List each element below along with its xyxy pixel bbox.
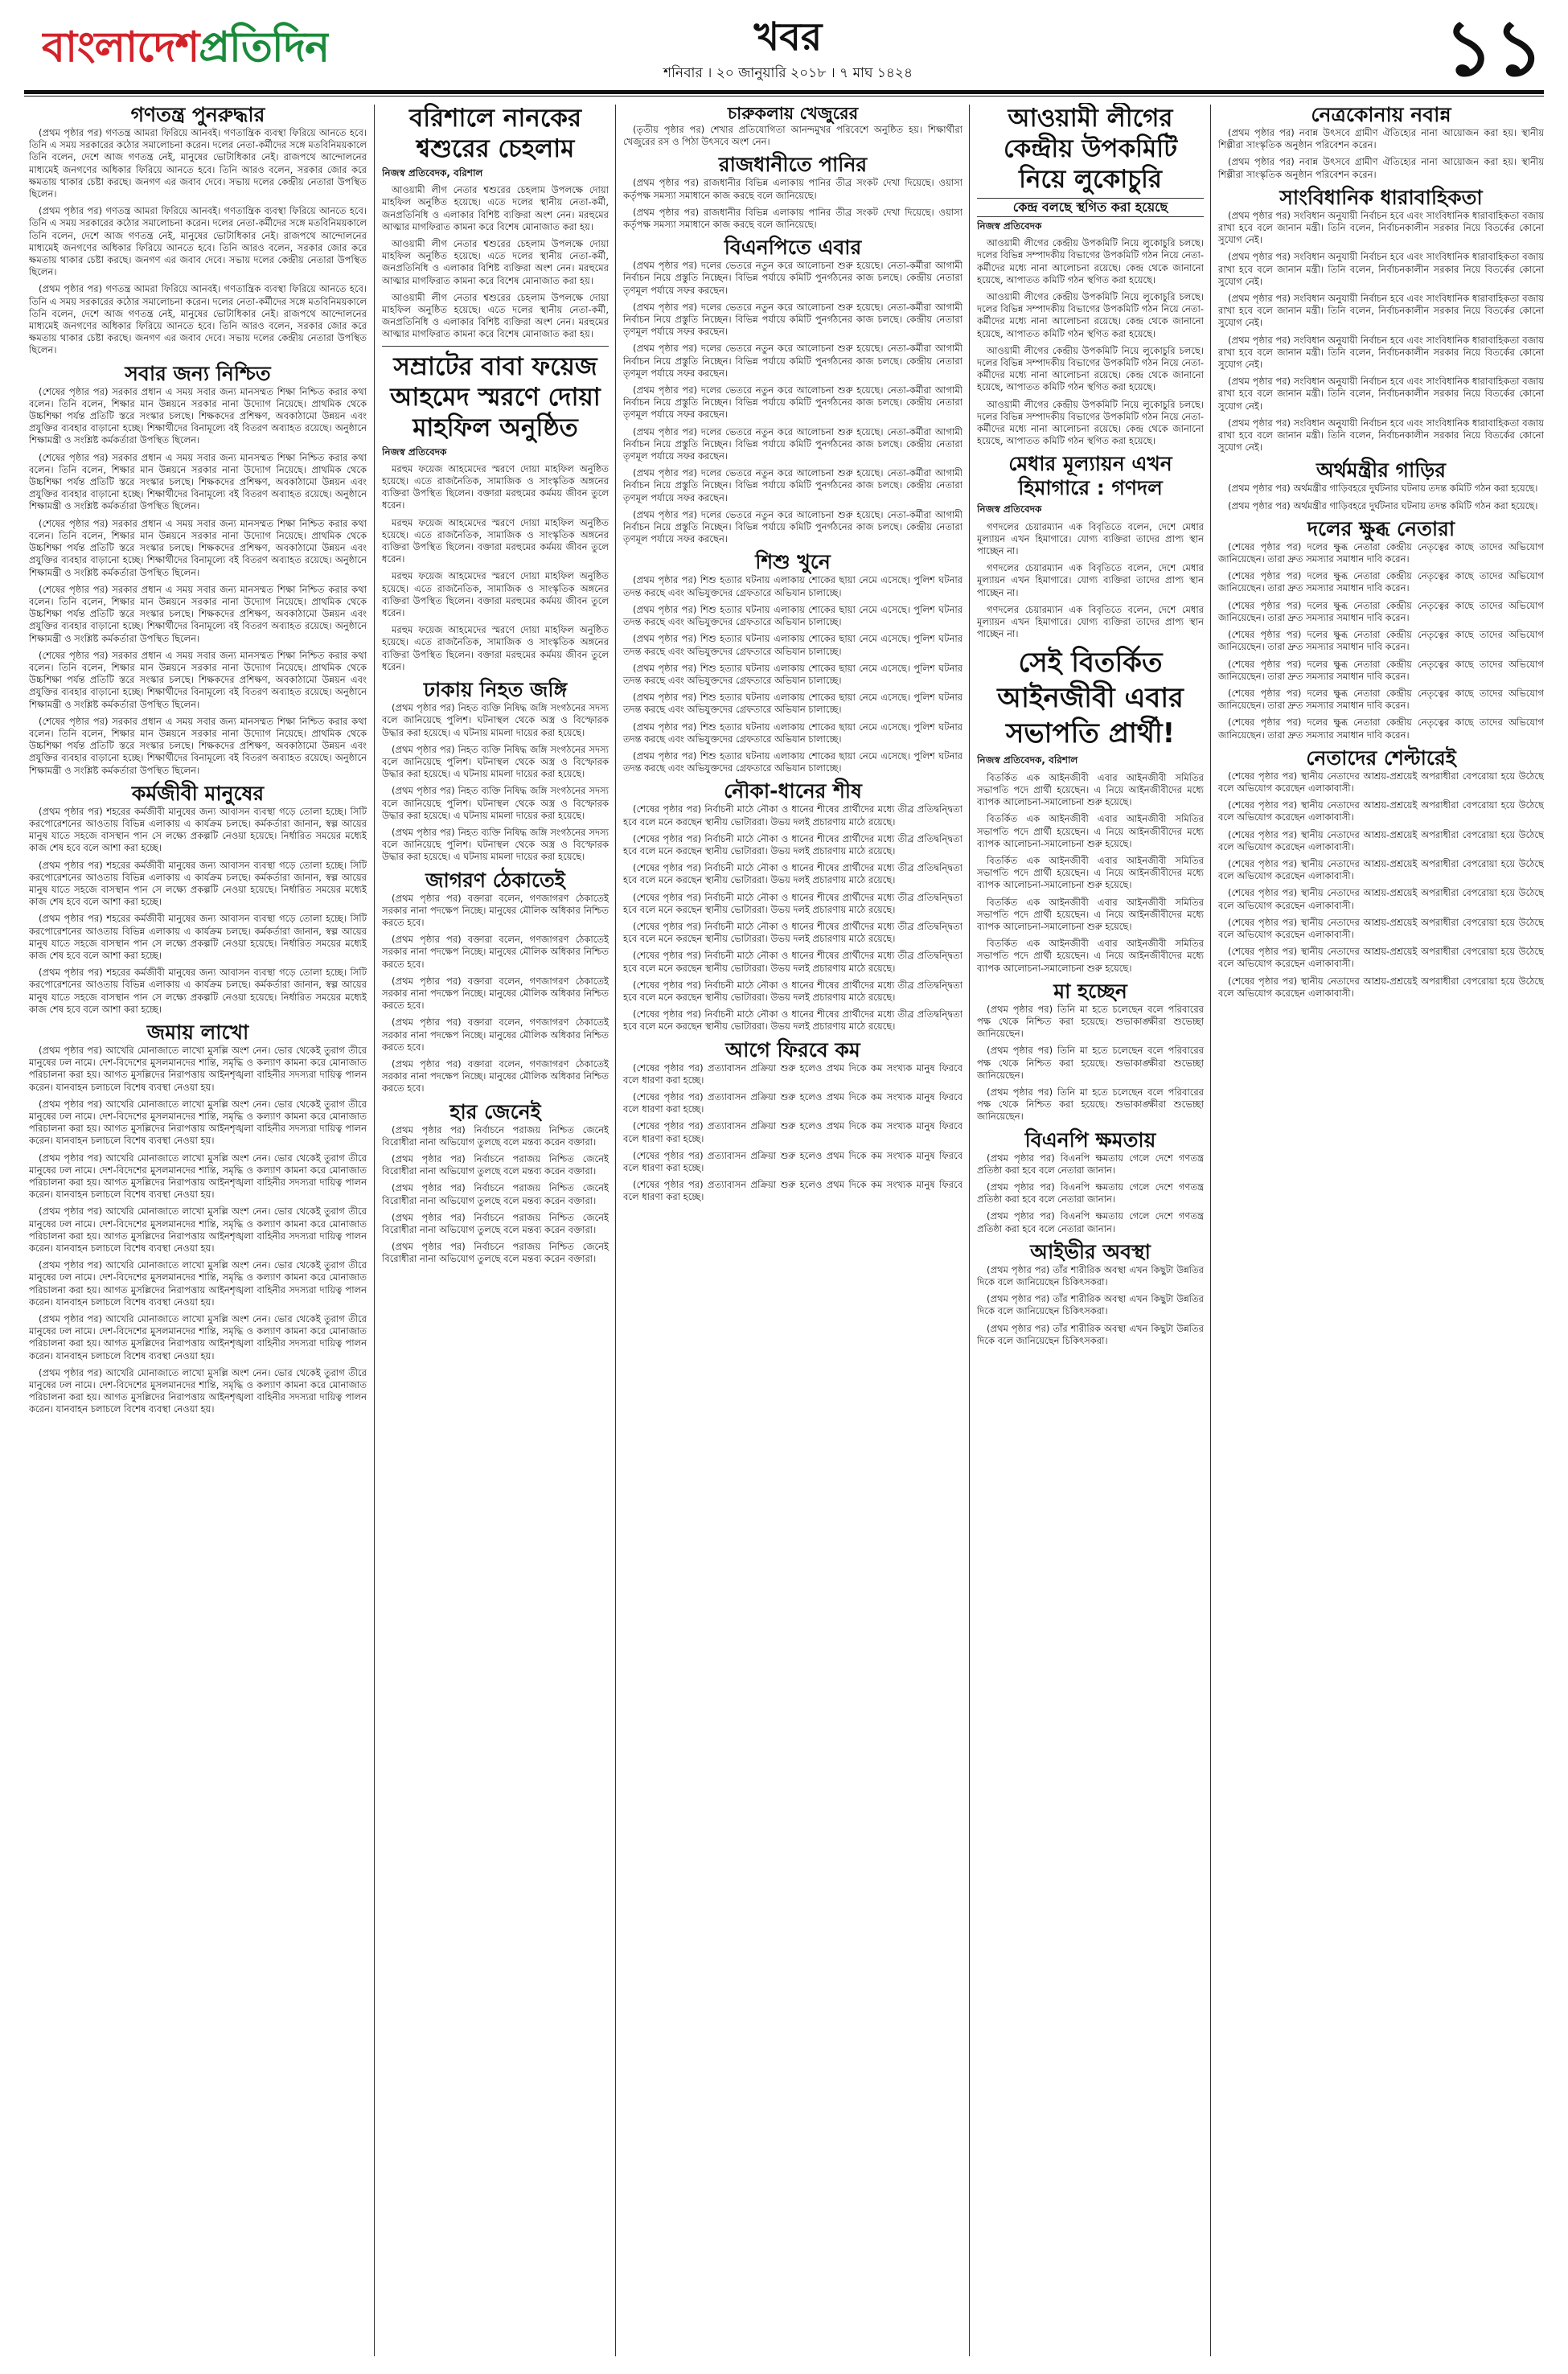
article-body: (প্রথম পৃষ্ঠার পর) নিহত ব্যক্তি নিষিদ্ধ জঙ্গি সংগঠনের সদস্য বলে জানিয়েছে পুলিশ। ঘটনাস্থল থেকে অস্ত্র ও বিস্ফোরক উদ্ধার করা হয়েছে। এ ঘটনায় মামলা দায়ের করা হয়েছে। bbox=[382, 743, 609, 780]
article-body: (শেষের পৃষ্ঠার পর) দলের ক্ষুব্ধ নেতারা কেন্দ্রীয় নেতৃত্বের কাছে তাদের অভিযোগ জানিয়েছেন। তারা দ্রুত সমস্যার সমাধান দাবি করেন। bbox=[1218, 599, 1544, 623]
article-body: (শেষের পৃষ্ঠার পর) নির্বাচনী মাঠে নৌকা ও ধানের শীষের প্রার্থীদের মধ্যে তীব্র প্রতিদ্বন্দ্বিতা হবে বলে মনে করছেন স্থানীয় ভোটাররা। উভয় দলই প্রচারণায় মাঠে রয়েছে। bbox=[623, 803, 963, 828]
headline-charukola: চারুকলায় খেজুরের bbox=[727, 104, 859, 123]
masthead-rule bbox=[24, 90, 1544, 94]
article-body: (শেষের পৃষ্ঠার পর) দলের ক্ষুব্ধ নেতারা কেন্দ্রীয় নেতৃত্বের কাছে তাদের অভিযোগ জানিয়েছেন। তারা দ্রুত সমস্যার সমাধান দাবি করেন। bbox=[1218, 629, 1544, 653]
article-body: (শেষের পৃষ্ঠার পর) সরকার প্রধান এ সময় সবার জন্য মানসম্মত শিক্ষা নিশ্চিত করার কথা বলেন। তিনি বলেন, শিক্ষার মান উন্নয়নে সরকার নানা উদ্যোগ নিয়েছে। প্রাথমিক থেকে উচ্চশিক্ষা পর্যন্ত প্রতিটি স্তরে সংস্কার চলছে। শিক্ষকদের প্রশিক্ষণ, অবকাঠামো উন্নয়ন এবং প্রযুক্তির ব্যবহার বাড়ানো হচ্ছে। শিক্ষার্থীদের বিনামূল্যে বই বিতরণ অব্যাহত রয়েছে। অনুষ্ঠানে শিক্ষামন্ত্রী ও সংশ্লিষ্ট কর্মকর্তারা উপস্থিত ছিলেন। bbox=[29, 517, 367, 578]
article-body: (প্রথম পৃষ্ঠার পর) শহরের কর্মজীবী মানুষের জন্য আবাসন ব্যবস্থা গড়ে তোলা হচ্ছে। সিটি করপোরেশনের আওতায় বিভিন্ন এলাকায় এ কার্যক্রম চলছে। কর্মকর্তারা জানান, স্বল্প আয়ের মানুষ যাতে সহজে বাসস্থান পান সে লক্ষ্যে প্রকল্পটি নেওয়া হয়েছে। নির্ধারিত সময়ের মধ্যেই কাজ শেষ হবে বলে আশা করা হচ্ছে। bbox=[29, 805, 367, 854]
headline-barishal: বরিশালে নানকের শ্বশুরের চেহলাম bbox=[408, 104, 582, 163]
article-body: (শেষের পৃষ্ঠার পর) স্থানীয় নেতাদের আশ্রয়-প্রশ্রয়েই অপরাধীরা বেপরোয়া হয়ে উঠেছে বলে অভিযোগ করেছেন এলাকাবাসী। bbox=[1218, 887, 1544, 911]
article-body: (প্রথম পৃষ্ঠার পর) শিশু হত্যার ঘটনায় এলাকায় শোকের ছায়া নেমে এসেছে। পুলিশ ঘটনার তদন্ত করছে এবং অভিযুক্তদের গ্রেফতারে অভিযান চালাচ্ছে। bbox=[623, 633, 963, 657]
article-body: (প্রথম পৃষ্ঠার পর) তাঁর শারীরিক অবস্থা এখন কিছুটা উন্নতির দিকে বলে জানিয়েছেন চিকিৎসকরা। bbox=[977, 1263, 1204, 1288]
logo-text-bangladesh: বাংলাদেশ bbox=[42, 23, 199, 72]
article-body: বিতর্কিত এক আইনজীবী এবার আইনজীবী সমিতির সভাপতি পদে প্রার্থী হয়েছেন। এ নিয়ে আইনজীবীদের মধ্যে ব্যাপক আলোচনা-সমালোচনা শুরু হয়েছে। bbox=[977, 938, 1204, 974]
article-column-5 bbox=[1218, 103, 1544, 2355]
headline-medhar-mullayon: মেধার মূল্যায়ন এখন হিমাগারে : গণদল bbox=[1008, 452, 1172, 500]
article-body: (শেষের পৃষ্ঠার পর) প্রত্যাবাসন প্রক্রিয়া শুরু হলেও প্রথম দিকে কম সংখ্যক মানুষ ফিরবে বলে ধারণা করা হচ্ছে। bbox=[623, 1179, 963, 1203]
article-body: (প্রথম পৃষ্ঠার পর) শিশু হত্যার ঘটনায় এলাকায় শোকের ছায়া নেমে এসেছে। পুলিশ ঘটনার তদন্ত করছে এবং অভিযুক্তদের গ্রেফতারে অভিযান চালাচ্ছে। bbox=[623, 721, 963, 745]
article-body: আওয়ামী লীগের কেন্দ্রীয় উপকমিটি নিয়ে লুকোচুরি চলছে। দলের বিভিন্ন সম্পাদকীয় বিভাগের উপকমিটি গঠন নিয়ে নেতা-কর্মীদের মধ্যে নানা আলোচনা রয়েছে। কেন্দ্র থেকে জানানো হয়েছে, আপাতত কমিটি গঠন স্থগিত করা হয়েছে। bbox=[977, 344, 1204, 393]
article-body: (শেষের পৃষ্ঠার পর) দলের ক্ষুব্ধ নেতারা কেন্দ্রীয় নেতৃত্বের কাছে তাদের অভিযোগ জানিয়েছেন। তারা দ্রুত সমস্যার সমাধান দাবি করেন। bbox=[1218, 658, 1544, 682]
article-body: (প্রথম পৃষ্ঠার পর) দলের ভেতরে নতুন করে আলোচনা শুরু হয়েছে। নেতা-কর্মীরা আগামী নির্বাচন নিয়ে প্রস্তুতি নিচ্ছেন। বিভিন্ন পর্যায়ে কমিটি পুনর্গঠনের কাজ চলছে। কেন্দ্রীয় নেতারা তৃণমূল পর্যায়ে সফর করছেন। bbox=[623, 260, 963, 296]
article-body: (প্রথম পৃষ্ঠার পর) রাজধানীর বিভিন্ন এলাকায় পানির তীব্র সংকট দেখা দিয়েছে। ওয়াসা কর্তৃপক্ষ সমস্যা সমাধানে কাজ করছে বলে জানিয়েছে। bbox=[623, 177, 963, 201]
article-body: (প্রথম পৃষ্ঠার পর) বিএনপি ক্ষমতায় গেলে দেশে গণতন্ত্র প্রতিষ্ঠা করা হবে বলে নেতারা জানান। bbox=[977, 1210, 1204, 1234]
headline-sobar-jonno: সবার জন্য নিশ্চিত bbox=[125, 361, 271, 385]
article-body: (প্রথম পৃষ্ঠার পর) শিশু হত্যার ঘটনায় এলাকায় শোকের ছায়া নেমে এসেছে। পুলিশ ঘটনার তদন্ত করছে এবং অভিযুক্তদের গ্রেফতারে অভিযান চালাচ্ছে। bbox=[623, 662, 963, 686]
byline: নিজস্ব প্রতিবেদক bbox=[382, 446, 447, 458]
article-body: (প্রথম পৃষ্ঠার পর) সংবিধান অনুযায়ী নির্বাচন হবে এবং সাংবিধানিক ধারাবাহিকতা বজায় রাখা হবে বলে জানান মন্ত্রী। তিনি বলেন, নির্বাচনকালীন সরকার নিয়ে বিতর্কের কোনো সুযোগ নেই। bbox=[1218, 293, 1544, 329]
headline-har-jenei: হার জেনেই bbox=[449, 1099, 541, 1123]
article-body: (প্রথম পৃষ্ঠার পর) তিনি মা হতে চলেছেন বলে পরিবারের পক্ষ থেকে নিশ্চিত করা হয়েছে। শুভাকাঙ্ক্ষীরা শুভেচ্ছা জানিয়েছেন। bbox=[977, 1003, 1204, 1040]
section-divider bbox=[382, 346, 609, 347]
article-body: (শেষের পৃষ্ঠার পর) প্রত্যাবাসন প্রক্রিয়া শুরু হলেও প্রথম দিকে কম সংখ্যক মানুষ ফিরবে বলে ধারণা করা হচ্ছে। bbox=[623, 1090, 963, 1115]
article-body: (প্রথম পৃষ্ঠার পর) সংবিধান অনুযায়ী নির্বাচন হবে এবং সাংবিধানিক ধারাবাহিকতা বজায় রাখা হবে বলে জানান মন্ত্রী। তিনি বলেন, নির্বাচনকালীন সরকার নিয়ে বিতর্কের কোনো সুযোগ নেই। bbox=[1218, 376, 1544, 412]
article-body: গণদলের চেয়ারম্যান এক বিবৃতিতে বলেন, দেশে মেধার মূল্যায়ন এখন হিমাগারে। যোগ্য ব্যক্তিরা তাদের প্রাপ্য স্থান পাচ্ছেন না। bbox=[977, 520, 1204, 557]
headline-bnp-ebar: বিএনপিতে এবার bbox=[724, 236, 862, 260]
article-body: (শেষের পৃষ্ঠার পর) দলের ক্ষুব্ধ নেতারা কেন্দ্রীয় নেতৃত্বের কাছে তাদের অভিযোগ জানিয়েছেন। তারা দ্রুত সমস্যার সমাধান দাবি করেন। bbox=[1218, 687, 1544, 712]
headline-dol-khubdho: দলের ক্ষুব্ধ নেতারা bbox=[1307, 516, 1455, 540]
byline: নিজস্ব প্রতিবেদক bbox=[977, 220, 1042, 232]
article-body: (প্রথম পৃষ্ঠার পর) দলের ভেতরে নতুন করে আলোচনা শুরু হয়েছে। নেতা-কর্মীরা আগামী নির্বাচন নিয়ে প্রস্তুতি নিচ্ছেন। বিভিন্ন পর্যায়ে কমিটি পুনর্গঠনের কাজ চলছে। কেন্দ্রীয় নেতারা তৃণমূল পর্যায়ে সফর করছেন। bbox=[623, 425, 963, 462]
article-body: (প্রথম পৃষ্ঠার পর) দলের ভেতরে নতুন করে আলোচনা শুরু হয়েছে। নেতা-কর্মীরা আগামী নির্বাচন নিয়ে প্রস্তুতি নিচ্ছেন। বিভিন্ন পর্যায়ে কমিটি পুনর্গঠনের কাজ চলছে। কেন্দ্রীয় নেতারা তৃণমূল পর্যায়ে সফর করছেন। bbox=[623, 343, 963, 379]
article-body: (শেষের পৃষ্ঠার পর) নির্বাচনী মাঠে নৌকা ও ধানের শীষের প্রার্থীদের মধ্যে তীব্র প্রতিদ্বন্দ্বিতা হবে বলে মনে করছেন স্থানীয় ভোটাররা। উভয় দলই প্রচারণায় মাঠে রয়েছে। bbox=[623, 891, 963, 915]
headline-jomay-lakho: জমায় লাখো bbox=[146, 1021, 249, 1044]
article-body: (প্রথম পৃষ্ঠার পর) সংবিধান অনুযায়ী নির্বাচন হবে এবং সাংবিধানিক ধারাবাহিকতা বজায় রাখা হবে বলে জানান মন্ত্রী। তিনি বলেন, নির্বাচনকালীন সরকার নিয়ে বিতর্কের কোনো সুযোগ নেই। bbox=[1218, 209, 1544, 246]
article-body: (প্রথম পৃষ্ঠার পর) আখেরি মোনাজাতে লাখো মুসল্লি অংশ নেন। ভোর থেকেই তুরাগ তীরে মানুষের ঢল নামে। দেশ-বিদেশের মুসলমানদের শান্তি, সমৃদ্ধি ও কল্যাণ কামনা করে মোনাজাত পরিচালনা করা হয়। আগত মুসল্লিদের নিরাপত্তায় আইনশৃঙ্খলা বাহিনীর সদস্যরা দায়িত্ব পালন করেন। যানবাহন চলাচলে বিশেষ ব্যবস্থা নেওয়া হয়। bbox=[29, 1098, 367, 1147]
article-body: (শেষের পৃষ্ঠার পর) স্থানীয় নেতাদের আশ্রয়-প্রশ্রয়েই অপরাধীরা বেপরোয়া হয়ে উঠেছে বলে অভিযোগ করেছেন এলাকাবাসী। bbox=[1218, 799, 1544, 824]
article-body: (প্রথম পৃষ্ঠার পর) শিশু হত্যার ঘটনায় এলাকায় শোকের ছায়া নেমে এসেছে। পুলিশ ঘটনার তদন্ত করছে এবং অভিযুক্তদের গ্রেফতারে অভিযান চালাচ্ছে। bbox=[623, 692, 963, 716]
article-body: (প্রথম পৃষ্ঠার পর) বক্তারা বলেন, গণজাগরণ ঠেকাতেই সরকার নানা পদক্ষেপ নিচ্ছে। মানুষের মৌলিক অধিকার নিশ্চিত করতে হবে। bbox=[382, 1017, 609, 1053]
article-body: বিতর্কিত এক আইনজীবী এবার আইনজীবী সমিতির সভাপতি পদে প্রার্থী হয়েছেন। এ নিয়ে আইনজীবীদের মধ্যে ব্যাপক আলোচনা-সমালোচনা শুরু হয়েছে। bbox=[977, 854, 1204, 891]
article-body: (প্রথম পৃষ্ঠার পর) আখেরি মোনাজাতে লাখো মুসল্লি অংশ নেন। ভোর থেকেই তুরাগ তীরে মানুষের ঢল নামে। দেশ-বিদেশের মুসলমানদের শান্তি, সমৃদ্ধি ও কল্যাণ কামনা করে মোনাজাত পরিচালনা করা হয়। আগত মুসল্লিদের নিরাপত্তায় আইনশৃঙ্খলা বাহিনীর সদস্যরা দায়িত্ব পালন করেন। যানবাহন চলাচলে বিশেষ ব্যবস্থা নেওয়া হয়। bbox=[29, 1152, 367, 1201]
article-body: (প্রথম পৃষ্ঠার পর) নিহত ব্যক্তি নিষিদ্ধ জঙ্গি সংগঠনের সদস্য বলে জানিয়েছে পুলিশ। ঘটনাস্থল থেকে অস্ত্র ও বিস্ফোরক উদ্ধার করা হয়েছে। এ ঘটনায় মামলা দায়ের করা হয়েছে। bbox=[382, 785, 609, 821]
headline-netrokona: নেত্রকোনায় নবান্ন bbox=[1311, 103, 1451, 126]
article-column-2 bbox=[382, 103, 609, 2355]
article-body: (প্রথম পৃষ্ঠার পর) নিহত ব্যক্তি নিষিদ্ধ জঙ্গি সংগঠনের সদস্য বলে জানিয়েছে পুলিশ। ঘটনাস্থল থেকে অস্ত্র ও বিস্ফোরক উদ্ধার করা হয়েছে। এ ঘটনায় মামলা দায়ের করা হয়েছে। bbox=[382, 702, 609, 738]
article-body: (শেষের পৃষ্ঠার পর) স্থানীয় নেতাদের আশ্রয়-প্রশ্রয়েই অপরাধীরা বেপরোয়া হয়ে উঠেছে বলে অভিযোগ করেছেন এলাকাবাসী। bbox=[1218, 946, 1544, 970]
article-body: (শেষের পৃষ্ঠার পর) নির্বাচনী মাঠে নৌকা ও ধানের শীষের প্রার্থীদের মধ্যে তীব্র প্রতিদ্বন্দ্বিতা হবে বলে মনে করছেন স্থানীয় ভোটাররা। উভয় দলই প্রচারণায় মাঠে রয়েছে। bbox=[623, 832, 963, 856]
headline-bitorkito-ainjibi: সেই বিতর্কিত আইনজীবী এবার সভাপতি প্রার্থী! bbox=[997, 647, 1184, 750]
article-body: গণদলের চেয়ারম্যান এক বিবৃতিতে বলেন, দেশে মেধার মূল্যায়ন এখন হিমাগারে। যোগ্য ব্যক্তিরা তাদের প্রাপ্য স্থান পাচ্ছেন না। bbox=[977, 562, 1204, 598]
column-divider bbox=[1210, 105, 1211, 2356]
article-body: (প্রথম পৃষ্ঠার পর) শিশু হত্যার ঘটনায় এলাকায় শোকের ছায়া নেমে এসেছে। পুলিশ ঘটনার তদন্ত করছে এবং অভিযুক্তদের গ্রেফতারে অভিযান চালাচ্ছে। bbox=[623, 750, 963, 774]
column-divider bbox=[374, 105, 375, 2356]
column-divider bbox=[969, 105, 970, 2356]
article-body: আওয়ামী লীগের কেন্দ্রীয় উপকমিটি নিয়ে লুকোচুরি চলছে। দলের বিভিন্ন সম্পাদকীয় বিভাগের উপকমিটি গঠন নিয়ে নেতা-কর্মীদের মধ্যে নানা আলোচনা রয়েছে। কেন্দ্র থেকে জানানো হয়েছে, আপাতত কমিটি গঠন স্থগিত করা হয়েছে। bbox=[977, 237, 1204, 285]
article-body: (শেষের পৃষ্ঠার পর) স্থানীয় নেতাদের আশ্রয়-প্রশ্রয়েই অপরাধীরা বেপরোয়া হয়ে উঠেছে বলে অভিযোগ করেছেন এলাকাবাসী। bbox=[1218, 770, 1544, 794]
article-body: (শেষের পৃষ্ঠার পর) স্থানীয় নেতাদের আশ্রয়-প্রশ্রয়েই অপরাধীরা বেপরোয়া হয়ে উঠেছে বলে অভিযোগ করেছেন এলাকাবাসী। bbox=[1218, 916, 1544, 940]
article-body: আওয়ামী লীগের কেন্দ্রীয় উপকমিটি নিয়ে লুকোচুরি চলছে। দলের বিভিন্ন সম্পাদকীয় বিভাগের উপকমিটি গঠন নিয়ে নেতা-কর্মীদের মধ্যে নানা আলোচনা রয়েছে। কেন্দ্র থেকে জানানো হয়েছে, আপাতত কমিটি গঠন স্থগিত করা হয়েছে। bbox=[977, 291, 1204, 339]
article-body: বিতর্কিত এক আইনজীবী এবার আইনজীবী সমিতির সভাপতি পদে প্রার্থী হয়েছেন। এ নিয়ে আইনজীবীদের মধ্যে ব্যাপক আলোচনা-সমালোচনা শুরু হয়েছে। bbox=[977, 896, 1204, 932]
article-body: মরহুম ফয়েজ আহমেদের স্মরণে দোয়া মাহফিল অনুষ্ঠিত হয়েছে। এতে রাজনৈতিক, সামাজিক ও সাংস্কৃতিক অঙ্গনের ব্যক্তিরা উপস্থিত ছিলেন। বক্তারা মরহুমের কর্মময় জীবন তুলে ধরেন। bbox=[382, 516, 609, 565]
article-body: (শেষের পৃষ্ঠার পর) স্থানীয় নেতাদের আশ্রয়-প্রশ্রয়েই অপরাধীরা বেপরোয়া হয়ে উঠেছে বলে অভিযোগ করেছেন এলাকাবাসী। bbox=[1218, 828, 1544, 852]
article-body: আওয়ামী লীগ নেতার শ্বশুরের চেহলাম উপলক্ষে দোয়া মাহফিল অনুষ্ঠিত হয়েছে। এতে দলের স্থানীয় নেতা-কর্মী, জনপ্রতিনিধি ও এলাকার বিশিষ্ট ব্যক্তিরা অংশ নেন। মরহুমের আত্মার মাগফিরাত কামনা করে বিশেষ মোনাজাত করা হয়। bbox=[382, 184, 609, 232]
article-body: (প্রথম পৃষ্ঠার পর) নির্বাচনে পরাজয় নিশ্চিত জেনেই বিরোধীরা নানা অভিযোগ তুলছে বলে মন্তব্য করেন বক্তারা। bbox=[382, 1241, 609, 1265]
article-body: (শেষের পৃষ্ঠার পর) সরকার প্রধান এ সময় সবার জন্য মানসম্মত শিক্ষা নিশ্চিত করার কথা বলেন। তিনি বলেন, শিক্ষার মান উন্নয়নে সরকার নানা উদ্যোগ নিয়েছে। প্রাথমিক থেকে উচ্চশিক্ষা পর্যন্ত প্রতিটি স্তরে সংস্কার চলছে। শিক্ষকদের প্রশিক্ষণ, অবকাঠামো উন্নয়ন এবং প্রযুক্তির ব্যবহার বাড়ানো হচ্ছে। শিক্ষার্থীদের বিনামূল্যে বই বিতরণ অব্যাহত রয়েছে। অনুষ্ঠানে শিক্ষামন্ত্রী ও সংশ্লিষ্ট কর্মকর্তারা উপস্থিত ছিলেন। bbox=[29, 583, 367, 644]
headline-kormojibi: কর্মজীবী মানুষের bbox=[131, 781, 265, 805]
article-body: (প্রথম পৃষ্ঠার পর) বিএনপি ক্ষমতায় গেলে দেশে গণতন্ত্র প্রতিষ্ঠা করা হবে বলে নেতারা জানান। bbox=[977, 1181, 1204, 1205]
article-body: (শেষের পৃষ্ঠার পর) নির্বাচনী মাঠে নৌকা ও ধানের শীষের প্রার্থীদের মধ্যে তীব্র প্রতিদ্বন্দ্বিতা হবে বলে মনে করছেন স্থানীয় ভোটাররা। উভয় দলই প্রচারণায় মাঠে রয়েছে। bbox=[623, 1008, 963, 1033]
headline-netader-shelter: নেতাদের শেল্টারেই bbox=[1306, 745, 1456, 770]
article-body: (প্রথম পৃষ্ঠার পর) সংবিধান অনুযায়ী নির্বাচন হবে এবং সাংবিধানিক ধারাবাহিকতা বজায় রাখা হবে বলে জানান মন্ত্রী। তিনি বলেন, নির্বাচনকালীন সরকার নিয়ে বিতর্কের কোনো সুযোগ নেই। bbox=[1218, 334, 1544, 371]
article-body: (তৃতীয় পৃষ্ঠার পর) শেখার প্রতিযোগিতা আনন্দমুখর পরিবেশে অনুষ্ঠিত হয়। শিক্ষার্থীরা খেজুরের রস ও পিঠা উৎসবে অংশ নেন। bbox=[623, 124, 963, 148]
article-body: (শেষের পৃষ্ঠার পর) সরকার প্রধান এ সময় সবার জন্য মানসম্মত শিক্ষা নিশ্চিত করার কথা বলেন। তিনি বলেন, শিক্ষার মান উন্নয়নে সরকার নানা উদ্যোগ নিয়েছে। প্রাথমিক থেকে উচ্চশিক্ষা পর্যন্ত প্রতিটি স্তরে সংস্কার চলছে। শিক্ষকদের প্রশিক্ষণ, অবকাঠামো উন্নয়ন এবং প্রযুক্তির ব্যবহার বাড়ানো হচ্ছে। শিক্ষার্থীদের বিনামূল্যে বই বিতরণ অব্যাহত রয়েছে। অনুষ্ঠানে শিক্ষামন্ত্রী ও সংশ্লিষ্ট কর্মকর্তারা উপস্থিত ছিলেন। bbox=[29, 385, 367, 446]
article-body: (প্রথম পৃষ্ঠার পর) গণতন্ত্র আমরা ফিরিয়ে আনবই। গণতান্ত্রিক ব্যবস্থা ফিরিয়ে আনতে হবে। তিনি এ সময় সরকারের কঠোর সমালোচনা করেন। দলের নেতা-কর্মীদের সঙ্গে মতবিনিময়কালে তিনি বলেন, দেশে আজ গণতন্ত্র নেই, মানুষের ভোটাধিকার নেই। রাজপথে আন্দোলনের মাধ্যমেই জনগণের অধিকার ফিরিয়ে আনতে হবে। তিনি আরও বলেন, সরকার জোর করে ক্ষমতায় থাকার চেষ্টা করছে। জনগণ এর জবাব দেবে। সভায় দলের কেন্দ্রীয় নেতারা উপস্থিত ছিলেন। bbox=[29, 205, 367, 278]
headline-age-firbe: আগে ফিরবে কম bbox=[725, 1037, 860, 1062]
byline: নিজস্ব প্রতিবেদক bbox=[977, 503, 1042, 515]
headline-pani: রাজধানীতে পানির bbox=[718, 153, 868, 177]
article-body: (শেষের পৃষ্ঠার পর) সরকার প্রধান এ সময় সবার জন্য মানসম্মত শিক্ষা নিশ্চিত করার কথা বলেন। তিনি বলেন, শিক্ষার মান উন্নয়নে সরকার নানা উদ্যোগ নিয়েছে। প্রাথমিক থেকে উচ্চশিক্ষা পর্যন্ত প্রতিটি স্তরে সংস্কার চলছে। শিক্ষকদের প্রশিক্ষণ, অবকাঠামো উন্নয়ন এবং প্রযুক্তির ব্যবহার বাড়ানো হচ্ছে। শিক্ষার্থীদের বিনামূল্যে বই বিতরণ অব্যাহত রয়েছে। অনুষ্ঠানে শিক্ষামন্ত্রী ও সংশ্লিষ্ট কর্মকর্তারা উপস্থিত ছিলেন। bbox=[29, 451, 367, 512]
article-body: (প্রথম পৃষ্ঠার পর) শিশু হত্যার ঘটনায় এলাকায় শোকের ছায়া নেমে এসেছে। পুলিশ ঘটনার তদন্ত করছে এবং অভিযুক্তদের গ্রেফতারে অভিযান চালাচ্ছে। bbox=[623, 574, 963, 598]
article-body: (প্রথম পৃষ্ঠার পর) অর্থমন্ত্রীর গাড়িবহরে দুর্ঘটনার ঘটনায় তদন্ত কমিটি গঠন করা হয়েছে। bbox=[1228, 483, 1538, 495]
article-body: (প্রথম পৃষ্ঠার পর) নির্বাচনে পরাজয় নিশ্চিত জেনেই বিরোধীরা নানা অভিযোগ তুলছে বলে মন্তব্য করেন বক্তারা। bbox=[382, 1123, 609, 1148]
article-body: (প্রথম পৃষ্ঠার পর) আখেরি মোনাজাতে লাখো মুসল্লি অংশ নেন। ভোর থেকেই তুরাগ তীরে মানুষের ঢল নামে। দেশ-বিদেশের মুসলমানদের শান্তি, সমৃদ্ধি ও কল্যাণ কামনা করে মোনাজাত পরিচালনা করা হয়। আগত মুসল্লিদের নিরাপত্তায় আইনশৃঙ্খলা বাহিনীর সদস্যরা দায়িত্ব পালন করেন। যানবাহন চলাচলে বিশেষ ব্যবস্থা নেওয়া হয়। bbox=[29, 1313, 367, 1362]
article-body: (প্রথম পৃষ্ঠার পর) বক্তারা বলেন, গণজাগরণ ঠেকাতেই সরকার নানা পদক্ষেপ নিচ্ছে। মানুষের মৌলিক অধিকার নিশ্চিত করতে হবে। bbox=[382, 934, 609, 970]
headline-sangbidhanik: সাংবিধানিক ধারাবাহিকতা bbox=[1279, 185, 1483, 209]
headline-gonotontro: গণতন্ত্র পুনরুদ্ধার bbox=[130, 103, 265, 126]
headline-orthomontri: অর্থমন্ত্রীর গাড়ির bbox=[1316, 458, 1447, 483]
article-body: (প্রথম পৃষ্ঠার পর) আখেরি মোনাজাতে লাখো মুসল্লি অংশ নেন। ভোর থেকেই তুরাগ তীরে মানুষের ঢল নামে। দেশ-বিদেশের মুসলমানদের শান্তি, সমৃদ্ধি ও কল্যাণ কামনা করে মোনাজাত পরিচালনা করা হয়। আগত মুসল্লিদের নিরাপত্তায় আইনশৃঙ্খলা বাহিনীর সদস্যরা দায়িত্ব পালন করেন। যানবাহন চলাচলে বিশেষ ব্যবস্থা নেওয়া হয়। bbox=[29, 1205, 367, 1255]
article-body: (শেষের পৃষ্ঠার পর) প্রত্যাবাসন প্রক্রিয়া শুরু হলেও প্রথম দিকে কম সংখ্যক মানুষ ফিরবে বলে ধারণা করা হচ্ছে। bbox=[623, 1149, 963, 1173]
newspaper-logo bbox=[42, 14, 329, 84]
headline-awami-league: আওয়ামী লীগের কেন্দ্রীয় উপকমিটি নিয়ে লুকোচুরি bbox=[1004, 104, 1177, 194]
article-body: মরহুম ফয়েজ আহমেদের স্মরণে দোয়া মাহফিল অনুষ্ঠিত হয়েছে। এতে রাজনৈতিক, সামাজিক ও সাংস্কৃতিক অঙ্গনের ব্যক্তিরা উপস্থিত ছিলেন। বক্তারা মরহুমের কর্মময় জীবন তুলে ধরেন। bbox=[382, 462, 609, 511]
article-body: (প্রথম পৃষ্ঠার পর) সংবিধান অনুযায়ী নির্বাচন হবে এবং সাংবিধানিক ধারাবাহিকতা বজায় রাখা হবে বলে জানান মন্ত্রী। তিনি বলেন, নির্বাচনকালীন সরকার নিয়ে বিতর্কের কোনো সুযোগ নেই। bbox=[1218, 251, 1544, 287]
article-body: (প্রথম পৃষ্ঠার পর) তিনি মা হতে চলেছেন বলে পরিবারের পক্ষ থেকে নিশ্চিত করা হয়েছে। শুভাকাঙ্ক্ষীরা শুভেচ্ছা জানিয়েছেন। bbox=[977, 1045, 1204, 1081]
article-body: (প্রথম পৃষ্ঠার পর) গণতন্ত্র আমরা ফিরিয়ে আনবই। গণতান্ত্রিক ব্যবস্থা ফিরিয়ে আনতে হবে। তিনি এ সময় সরকারের কঠোর সমালোচনা করেন। দলের নেতা-কর্মীদের সঙ্গে মতবিনিময়কালে তিনি বলেন, দেশে আজ গণতন্ত্র নেই, মানুষের ভোটাধিকার নেই। রাজপথে আন্দোলনের মাধ্যমেই জনগণের অধিকার ফিরিয়ে আনতে হবে। তিনি আরও বলেন, সরকার জোর করে ক্ষমতায় থাকার চেষ্টা করছে। জনগণ এর জবাব দেবে। সভায় দলের কেন্দ্রীয় নেতারা উপস্থিত ছিলেন। bbox=[29, 127, 367, 200]
article-body: (প্রথম পৃষ্ঠার পর) তিনি মা হতে চলেছেন বলে পরিবারের পক্ষ থেকে নিশ্চিত করা হয়েছে। শুভাকাঙ্ক্ষীরা শুভেচ্ছা জানিয়েছেন। bbox=[977, 1086, 1204, 1123]
byline: নিজস্ব প্রতিবেদক, বরিশাল bbox=[977, 754, 1078, 766]
article-column-3 bbox=[623, 103, 963, 2355]
article-column-1 bbox=[29, 103, 367, 2355]
section-title: খবর bbox=[753, 14, 823, 60]
article-body: (প্রথম পৃষ্ঠার পর) গণতন্ত্র আমরা ফিরিয়ে আনবই। গণতান্ত্রিক ব্যবস্থা ফিরিয়ে আনতে হবে। তিনি এ সময় সরকারের কঠোর সমালোচনা করেন। দলের নেতা-কর্মীদের সঙ্গে মতবিনিময়কালে তিনি বলেন, দেশে আজ গণতন্ত্র নেই, মানুষের ভোটাধিকার নেই। রাজপথে আন্দোলনের মাধ্যমেই জনগণের অধিকার ফিরিয়ে আনতে হবে। তিনি আরও বলেন, সরকার জোর করে ক্ষমতায় থাকার চেষ্টা করছে। জনগণ এর জবাব দেবে। সভায় দলের কেন্দ্রীয় নেতারা উপস্থিত ছিলেন। bbox=[29, 283, 367, 356]
article-body: (প্রথম পৃষ্ঠার পর) দলের ভেতরে নতুন করে আলোচনা শুরু হয়েছে। নেতা-কর্মীরা আগামী নির্বাচন নিয়ে প্রস্তুতি নিচ্ছেন। বিভিন্ন পর্যায়ে কমিটি পুনর্গঠনের কাজ চলছে। কেন্দ্রীয় নেতারা তৃণমূল পর্যায়ে সফর করছেন। bbox=[623, 467, 963, 503]
article-body: আওয়ামী লীগ নেতার শ্বশুরের চেহলাম উপলক্ষে দোয়া মাহফিল অনুষ্ঠিত হয়েছে। এতে দলের স্থানীয় নেতা-কর্মী, জনপ্রতিনিধি ও এলাকার বিশিষ্ট ব্যক্তিরা অংশ নেন। মরহুমের আত্মার মাগফিরাত কামনা করে বিশেষ মোনাজাত করা হয়। bbox=[382, 238, 609, 286]
article-body: গণদলের চেয়ারম্যান এক বিবৃতিতে বলেন, দেশে মেধার মূল্যায়ন এখন হিমাগারে। যোগ্য ব্যক্তিরা তাদের প্রাপ্য স্থান পাচ্ছেন না। bbox=[977, 603, 1204, 640]
article-body: (শেষের পৃষ্ঠার পর) স্থানীয় নেতাদের আশ্রয়-প্রশ্রয়েই অপরাধীরা বেপরোয়া হয়ে উঠেছে বলে অভিযোগ করেছেন এলাকাবাসী। bbox=[1218, 975, 1544, 999]
article-body: (শেষের পৃষ্ঠার পর) প্রত্যাবাসন প্রক্রিয়া শুরু হলেও প্রথম দিকে কম সংখ্যক মানুষ ফিরবে বলে ধারণা করা হচ্ছে। bbox=[623, 1120, 963, 1144]
headline-nouka: নৌকা-ধানের শীষ bbox=[724, 779, 862, 803]
article-body: (শেষের পৃষ্ঠার পর) নির্বাচনী মাঠে নৌকা ও ধানের শীষের প্রার্থীদের মধ্যে তীব্র প্রতিদ্বন্দ্বিতা হবে বলে মনে করছেন স্থানীয় ভোটাররা। উভয় দলই প্রচারণায় মাঠে রয়েছে। bbox=[623, 979, 963, 1003]
article-body: বিতর্কিত এক আইনজীবী এবার আইনজীবী সমিতির সভাপতি পদে প্রার্থী হয়েছেন। এ নিয়ে আইনজীবীদের মধ্যে ব্যাপক আলোচনা-সমালোচনা শুরু হয়েছে। bbox=[977, 771, 1204, 808]
article-body: আওয়ামী লীগের কেন্দ্রীয় উপকমিটি নিয়ে লুকোচুরি চলছে। দলের বিভিন্ন সম্পাদকীয় বিভাগের উপকমিটি গঠন নিয়ে নেতা-কর্মীদের মধ্যে নানা আলোচনা রয়েছে। কেন্দ্র থেকে জানানো হয়েছে, আপাতত কমিটি গঠন স্থগিত করা হয়েছে। bbox=[977, 398, 1204, 447]
masthead-rule-thin bbox=[24, 96, 1544, 97]
headline-bnp-khomotay: বিএনপি ক্ষমতায় bbox=[1024, 1127, 1156, 1152]
article-body: (শেষের পৃষ্ঠার পর) নির্বাচনী মাঠে নৌকা ও ধানের শীষের প্রার্থীদের মধ্যে তীব্র প্রতিদ্বন্দ্বিতা হবে বলে মনে করছেন স্থানীয় ভোটাররা। উভয় দলই প্রচারণায় মাঠে রয়েছে। bbox=[623, 920, 963, 945]
headline-jongi: ঢাকায় নিহত জঙ্গি bbox=[423, 678, 568, 702]
article-body: (প্রথম পৃষ্ঠার পর) শহরের কর্মজীবী মানুষের জন্য আবাসন ব্যবস্থা গড়ে তোলা হচ্ছে। সিটি করপোরেশনের আওতায় বিভিন্ন এলাকায় এ কার্যক্রম চলছে। কর্মকর্তারা জানান, স্বল্প আয়ের মানুষ যাতে সহজে বাসস্থান পান সে লক্ষ্যে প্রকল্পটি নেওয়া হয়েছে। নির্ধারিত সময়ের মধ্যেই কাজ শেষ হবে বলে আশা করা হচ্ছে। bbox=[29, 967, 367, 1015]
article-body: (প্রথম পৃষ্ঠার পর) তাঁর শারীরিক অবস্থা এখন কিছুটা উন্নতির দিকে বলে জানিয়েছেন চিকিৎসকরা। bbox=[977, 1322, 1204, 1346]
article-body: (প্রথম পৃষ্ঠার পর) দলের ভেতরে নতুন করে আলোচনা শুরু হয়েছে। নেতা-কর্মীরা আগামী নির্বাচন নিয়ে প্রস্তুতি নিচ্ছেন। বিভিন্ন পর্যায়ে কমিটি পুনর্গঠনের কাজ চলছে। কেন্দ্রীয় নেতারা তৃণমূল পর্যায়ে সফর করছেন। bbox=[623, 384, 963, 421]
article-body: (শেষের পৃষ্ঠার পর) স্থানীয় নেতাদের আশ্রয়-প্রশ্রয়েই অপরাধীরা বেপরোয়া হয়ে উঠেছে বলে অভিযোগ করেছেন এলাকাবাসী। bbox=[1218, 857, 1544, 882]
article-body: (প্রথম পৃষ্ঠার পর) বিএনপি ক্ষমতায় গেলে দেশে গণতন্ত্র প্রতিষ্ঠা করা হবে বলে নেতারা জানান। bbox=[977, 1152, 1204, 1176]
article-body: (প্রথম পৃষ্ঠার পর) আখেরি মোনাজাতে লাখো মুসল্লি অংশ নেন। ভোর থেকেই তুরাগ তীরে মানুষের ঢল নামে। দেশ-বিদেশের মুসলমানদের শান্তি, সমৃদ্ধি ও কল্যাণ কামনা করে মোনাজাত পরিচালনা করা হয়। আগত মুসল্লিদের নিরাপত্তায় আইনশৃঙ্খলা বাহিনীর সদস্যরা দায়িত্ব পালন করেন। যানবাহন চলাচলে বিশেষ ব্যবস্থা নেওয়া হয়। bbox=[29, 1259, 367, 1308]
article-body: (প্রথম পৃষ্ঠার পর) নবান্ন উৎসবে গ্রামীণ ঐতিহ্যের নানা আয়োজন করা হয়। স্থানীয় শিল্পীরা সাংস্কৃতিক অনুষ্ঠান পরিবেশন করেন। bbox=[1218, 127, 1544, 151]
dateline: শনিবার । ২০ জানুয়ারি ২০১৮ । ৭ মাঘ ১৪২৪ bbox=[663, 65, 913, 81]
article-body: (শেষের পৃষ্ঠার পর) নির্বাচনী মাঠে নৌকা ও ধানের শীষের প্রার্থীদের মধ্যে তীব্র প্রতিদ্বন্দ্বিতা হবে বলে মনে করছেন স্থানীয় ভোটাররা। উভয় দলই প্রচারণায় মাঠে রয়েছে। bbox=[623, 862, 963, 886]
headline-jagoron: জাগরণ ঠেকাতেই bbox=[425, 868, 565, 892]
article-body: (প্রথম পৃষ্ঠার পর) নিহত ব্যক্তি নিষিদ্ধ জঙ্গি সংগঠনের সদস্য বলে জানিয়েছে পুলিশ। ঘটনাস্থল থেকে অস্ত্র ও বিস্ফোরক উদ্ধার করা হয়েছে। এ ঘটনায় মামলা দায়ের করা হয়েছে। bbox=[382, 826, 609, 863]
article-body: (প্রথম পৃষ্ঠার পর) নির্বাচনে পরাজয় নিশ্চিত জেনেই বিরোধীরা নানা অভিযোগ তুলছে বলে মন্তব্য করেন বক্তারা। bbox=[382, 1211, 609, 1235]
article-body: (শেষের পৃষ্ঠার পর) প্রত্যাবাসন প্রক্রিয়া শুরু হলেও প্রথম দিকে কম সংখ্যক মানুষ ফিরবে বলে ধারণা করা হচ্ছে। bbox=[623, 1062, 963, 1086]
article-body: (প্রথম পৃষ্ঠার পর) আখেরি মোনাজাতে লাখো মুসল্লি অংশ নেন। ভোর থেকেই তুরাগ তীরে মানুষের ঢল নামে। দেশ-বিদেশের মুসলমানদের শান্তি, সমৃদ্ধি ও কল্যাণ কামনা করে মোনাজাত পরিচালনা করা হয়। আগত মুসল্লিদের নিরাপত্তায় আইনশৃঙ্খলা বাহিনীর সদস্যরা দায়িত্ব পালন করেন। যানবাহন চলাচলে বিশেষ ব্যবস্থা নেওয়া হয়। bbox=[29, 1045, 367, 1093]
headline-ivy: আইভীর অবস্থা bbox=[1030, 1239, 1151, 1263]
logo-text-protidin: প্রতিদিন bbox=[199, 23, 330, 72]
article-body: (প্রথম পৃষ্ঠার পর) দলের ভেতরে নতুন করে আলোচনা শুরু হয়েছে। নেতা-কর্মীরা আগামী নির্বাচন নিয়ে প্রস্তুতি নিচ্ছেন। বিভিন্ন পর্যায়ে কমিটি পুনর্গঠনের কাজ চলছে। কেন্দ্রীয় নেতারা তৃণমূল পর্যায়ে সফর করছেন। bbox=[623, 508, 963, 545]
article-body: বিতর্কিত এক আইনজীবী এবার আইনজীবী সমিতির সভাপতি পদে প্রার্থী হয়েছেন। এ নিয়ে আইনজীবীদের মধ্যে ব্যাপক আলোচনা-সমালোচনা শুরু হয়েছে। bbox=[977, 813, 1204, 849]
article-body: (শেষের পৃষ্ঠার পর) দলের ক্ষুব্ধ নেতারা কেন্দ্রীয় নেতৃত্বের কাছে তাদের অভিযোগ জানিয়েছেন। তারা দ্রুত সমস্যার সমাধান দাবি করেন। bbox=[1218, 570, 1544, 594]
article-body: (প্রথম পৃষ্ঠার পর) বক্তারা বলেন, গণজাগরণ ঠেকাতেই সরকার নানা পদক্ষেপ নিচ্ছে। মানুষের মৌলিক অধিকার নিশ্চিত করতে হবে। bbox=[382, 975, 609, 1012]
article-body: মরহুম ফয়েজ আহমেদের স্মরণে দোয়া মাহফিল অনুষ্ঠিত হয়েছে। এতে রাজনৈতিক, সামাজিক ও সাংস্কৃতিক অঙ্গনের ব্যক্তিরা উপস্থিত ছিলেন। বক্তারা মরহুমের কর্মময় জীবন তুলে ধরেন। bbox=[382, 570, 609, 619]
headline-ma-hocchen: মা হচ্ছেন bbox=[1053, 979, 1127, 1003]
headline-somrat: সম্রাটের বাবা ফয়েজ আহমেদ স্মরণে দোয়া মাহফিল অনুষ্ঠিত bbox=[390, 351, 601, 442]
article-body: (প্রথম পৃষ্ঠার পর) বক্তারা বলেন, গণজাগরণ ঠেকাতেই সরকার নানা পদক্ষেপ নিচ্ছে। মানুষের মৌলিক অধিকার নিশ্চিত করতে হবে। bbox=[382, 1058, 609, 1095]
article-body: (প্রথম পৃষ্ঠার পর) রাজধানীর বিভিন্ন এলাকায় পানির তীব্র সংকট দেখা দিয়েছে। ওয়াসা কর্তৃপক্ষ সমস্যা সমাধানে কাজ করছে বলে জানিয়েছে। bbox=[623, 206, 963, 231]
article-body: (প্রথম পৃষ্ঠার পর) শহরের কর্মজীবী মানুষের জন্য আবাসন ব্যবস্থা গড়ে তোলা হচ্ছে। সিটি করপোরেশনের আওতায় বিভিন্ন এলাকায় এ কার্যক্রম চলছে। কর্মকর্তারা জানান, স্বল্প আয়ের মানুষ যাতে সহজে বাসস্থান পান সে লক্ষ্যে প্রকল্পটি নেওয়া হয়েছে। নির্ধারিত সময়ের মধ্যেই কাজ শেষ হবে বলে আশা করা হচ্ছে। bbox=[29, 913, 367, 961]
column-divider bbox=[615, 105, 616, 2356]
article-body: (শেষের পৃষ্ঠার পর) সরকার প্রধান এ সময় সবার জন্য মানসম্মত শিক্ষা নিশ্চিত করার কথা বলেন। তিনি বলেন, শিক্ষার মান উন্নয়নে সরকার নানা উদ্যোগ নিয়েছে। প্রাথমিক থেকে উচ্চশিক্ষা পর্যন্ত প্রতিটি স্তরে সংস্কার চলছে। শিক্ষকদের প্রশিক্ষণ, অবকাঠামো উন্নয়ন এবং প্রযুক্তির ব্যবহার বাড়ানো হচ্ছে। শিক্ষার্থীদের বিনামূল্যে বই বিতরণ অব্যাহত রয়েছে। অনুষ্ঠানে শিক্ষামন্ত্রী ও সংশ্লিষ্ট কর্মকর্তারা উপস্থিত ছিলেন। bbox=[29, 715, 367, 776]
headline-shishu-khun: শিশু খুনে bbox=[755, 550, 831, 574]
article-body: (শেষের পৃষ্ঠার পর) দলের ক্ষুব্ধ নেতারা কেন্দ্রীয় নেতৃত্বের কাছে তাদের অভিযোগ জানিয়েছেন। তারা দ্রুত সমস্যার সমাধান দাবি করেন। bbox=[1218, 717, 1544, 741]
article-body: (প্রথম পৃষ্ঠার পর) সংবিধান অনুযায়ী নির্বাচন হবে এবং সাংবিধানিক ধারাবাহিকতা বজায় রাখা হবে বলে জানান মন্ত্রী। তিনি বলেন, নির্বাচনকালীন সরকার নিয়ে বিতর্কের কোনো সুযোগ নেই। bbox=[1218, 417, 1544, 454]
article-body: মরহুম ফয়েজ আহমেদের স্মরণে দোয়া মাহফিল অনুষ্ঠিত হয়েছে। এতে রাজনৈতিক, সামাজিক ও সাংস্কৃতিক অঙ্গনের ব্যক্তিরা উপস্থিত ছিলেন। বক্তারা মরহুমের কর্মময় জীবন তুলে ধরেন। bbox=[382, 624, 609, 672]
article-body: (প্রথম পৃষ্ঠার পর) তাঁর শারীরিক অবস্থা এখন কিছুটা উন্নতির দিকে বলে জানিয়েছেন চিকিৎসকরা। bbox=[977, 1293, 1204, 1317]
article-body: (প্রথম পৃষ্ঠার পর) নির্বাচনে পরাজয় নিশ্চিত জেনেই বিরোধীরা নানা অভিযোগ তুলছে বলে মন্তব্য করেন বক্তারা। bbox=[382, 1182, 609, 1206]
article-body: (শেষের পৃষ্ঠার পর) দলের ক্ষুব্ধ নেতারা কেন্দ্রীয় নেতৃত্বের কাছে তাদের অভিযোগ জানিয়েছেন। তারা দ্রুত সমস্যার সমাধান দাবি করেন। bbox=[1218, 540, 1544, 565]
article-body: (প্রথম পৃষ্ঠার পর) আখেরি মোনাজাতে লাখো মুসল্লি অংশ নেন। ভোর থেকেই তুরাগ তীরে মানুষের ঢল নামে। দেশ-বিদেশের মুসলমানদের শান্তি, সমৃদ্ধি ও কল্যাণ কামনা করে মোনাজাত পরিচালনা করা হয়। আগত মুসল্লিদের নিরাপত্তায় আইনশৃঙ্খলা বাহিনীর সদস্যরা দায়িত্ব পালন করেন। যানবাহন চলাচলে বিশেষ ব্যবস্থা নেওয়া হয়। bbox=[29, 1366, 367, 1415]
article-body: (প্রথম পৃষ্ঠার পর) নির্বাচনে পরাজয় নিশ্চিত জেনেই বিরোধীরা নানা অভিযোগ তুলছে বলে মন্তব্য করেন বক্তারা। bbox=[382, 1152, 609, 1177]
byline: নিজস্ব প্রতিবেদক, বরিশাল bbox=[382, 167, 483, 179]
article-body: (প্রথম পৃষ্ঠার পর) নবান্ন উৎসবে গ্রামীণ ঐতিহ্যের নানা আয়োজন করা হয়। স্থানীয় শিল্পীরা সাংস্কৃতিক অনুষ্ঠান পরিবেশন করেন। bbox=[1218, 156, 1544, 180]
deck-line: কেন্দ্র বলছে স্থগিত করা হয়েছে bbox=[977, 198, 1204, 217]
article-body: আওয়ামী লীগ নেতার শ্বশুরের চেহলাম উপলক্ষে দোয়া মাহফিল অনুষ্ঠিত হয়েছে। এতে দলের স্থানীয় নেতা-কর্মী, জনপ্রতিনিধি ও এলাকার বিশিষ্ট ব্যক্তিরা অংশ নেন। মরহুমের আত্মার মাগফিরাত কামনা করে বিশেষ মোনাজাত করা হয়। bbox=[382, 291, 609, 340]
article-body: (শেষের পৃষ্ঠার পর) সরকার প্রধান এ সময় সবার জন্য মানসম্মত শিক্ষা নিশ্চিত করার কথা বলেন। তিনি বলেন, শিক্ষার মান উন্নয়নে সরকার নানা উদ্যোগ নিয়েছে। প্রাথমিক থেকে উচ্চশিক্ষা পর্যন্ত প্রতিটি স্তরে সংস্কার চলছে। শিক্ষকদের প্রশিক্ষণ, অবকাঠামো উন্নয়ন এবং প্রযুক্তির ব্যবহার বাড়ানো হচ্ছে। শিক্ষার্থীদের বিনামূল্যে বই বিতরণ অব্যাহত রয়েছে। অনুষ্ঠানে শিক্ষামন্ত্রী ও সংশ্লিষ্ট কর্মকর্তারা উপস্থিত ছিলেন। bbox=[29, 649, 367, 710]
article-column-4 bbox=[977, 103, 1204, 2355]
article-body: (প্রথম পৃষ্ঠার পর) দলের ভেতরে নতুন করে আলোচনা শুরু হয়েছে। নেতা-কর্মীরা আগামী নির্বাচন নিয়ে প্রস্তুতি নিচ্ছেন। বিভিন্ন পর্যায়ে কমিটি পুনর্গঠনের কাজ চলছে। কেন্দ্রীয় নেতারা তৃণমূল পর্যায়ে সফর করছেন। bbox=[623, 301, 963, 338]
article-body: (প্রথম পৃষ্ঠার পর) বক্তারা বলেন, গণজাগরণ ঠেকাতেই সরকার নানা পদক্ষেপ নিচ্ছে। মানুষের মৌলিক অধিকার নিশ্চিত করতে হবে। bbox=[382, 892, 609, 928]
article-body: (প্রথম পৃষ্ঠার পর) শিশু হত্যার ঘটনায় এলাকায় শোকের ছায়া নেমে এসেছে। পুলিশ ঘটনার তদন্ত করছে এবং অভিযুক্তদের গ্রেফতারে অভিযান চালাচ্ছে। bbox=[623, 603, 963, 628]
article-body: (প্রথম পৃষ্ঠার পর) অর্থমন্ত্রীর গাড়িবহরে দুর্ঘটনার ঘটনায় তদন্ত কমিটি গঠন করা হয়েছে। bbox=[1228, 499, 1538, 511]
page-number: ১১ bbox=[1443, 8, 1544, 88]
article-body: (শেষের পৃষ্ঠার পর) নির্বাচনী মাঠে নৌকা ও ধানের শীষের প্রার্থীদের মধ্যে তীব্র প্রতিদ্বন্দ্বিতা হবে বলে মনে করছেন স্থানীয় ভোটাররা। উভয় দলই প্রচারণায় মাঠে রয়েছে। bbox=[623, 950, 963, 974]
article-body: (প্রথম পৃষ্ঠার পর) শহরের কর্মজীবী মানুষের জন্য আবাসন ব্যবস্থা গড়ে তোলা হচ্ছে। সিটি করপোরেশনের আওতায় বিভিন্ন এলাকায় এ কার্যক্রম চলছে। কর্মকর্তারা জানান, স্বল্প আয়ের মানুষ যাতে সহজে বাসস্থান পান সে লক্ষ্যে প্রকল্পটি নেওয়া হয়েছে। নির্ধারিত সময়ের মধ্যেই কাজ শেষ হবে বলে আশা করা হচ্ছে। bbox=[29, 859, 367, 908]
